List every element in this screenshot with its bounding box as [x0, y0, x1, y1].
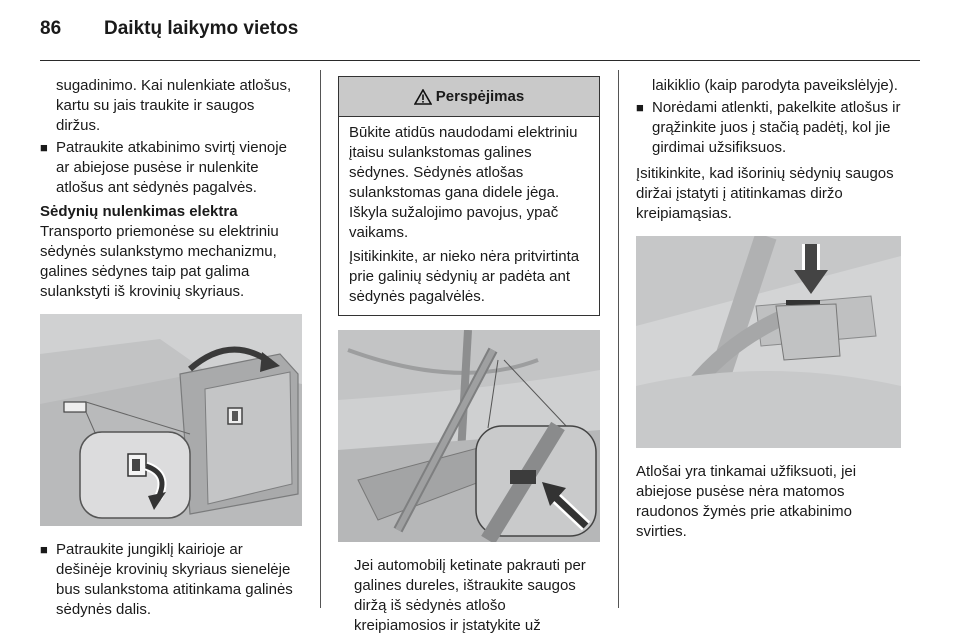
cargo-switch-drawing: [40, 314, 302, 526]
section-heading: Sėdynių nulenkimas elektra: [40, 203, 238, 220]
header-divider: [40, 60, 920, 61]
warning-body: [339, 117, 599, 315]
column-divider-1: [320, 70, 321, 608]
column-middle: [338, 76, 600, 636]
list-item-text: Patraukite atkabinimo svirtį vienoje ar abiejose pusėse ir nulenkite atlošus ant sėdynės pagalvės.: [56, 139, 287, 196]
illustration-belt-holder: [636, 236, 901, 448]
belt-holder-drawing: [636, 236, 901, 448]
bullet-icon: ■: [636, 100, 644, 115]
continuation-text: sugadinimo. Kai nulenkiate atlošus, kartu su jais traukite ir saugos diržus.: [56, 77, 292, 134]
continuation-text: laikiklio (kaip parodyta paveikslėlyje).: [652, 77, 898, 94]
bullet-icon: ■: [40, 140, 48, 155]
warning-paragraph: Būkite atidūs naudodami elektriniu įtaisu sulankstomas galines sėdynes. Sėdynės atlošas sulankstomas gana didele jėga. Iškyla sužalojimo pavojus, ypač vaikams.: [349, 124, 578, 241]
warning-box: [338, 76, 600, 316]
column-divider-2: [618, 70, 619, 608]
list-item: [40, 540, 302, 620]
belt-guide-drawing: [338, 330, 600, 542]
warning-title: Perspėjimas: [435, 87, 525, 105]
list-item: [40, 138, 302, 198]
paragraph: Įsitikinkite, kad išorinių sėdynių saugos diržai įstatyti į atitinkamas diržo kreipiamąsias.: [636, 165, 894, 222]
column-left: [40, 76, 302, 620]
illustration-cargo-switch: [40, 314, 302, 526]
warning-triangle-icon: [414, 89, 432, 105]
column-right: [636, 76, 901, 542]
warning-paragraph: Įsitikinkite, ar nieko nėra pritvirtinta prie galinių sėdynių ar padėta ant sėdynės pagalvėlės.: [349, 248, 580, 305]
warning-header: [339, 77, 599, 117]
bullet-icon: ■: [40, 542, 48, 557]
caption-text: Jei automobilį ketinate pakrauti per galines dureles, ištraukite saugos diržą iš sėdynės atlošo kreipiamosios ir įstatykite už: [354, 557, 586, 634]
paragraph: Transporto priemonėse su elektriniu sėdynės sulankstymo mechanizmu, galines sėdynes taip pat galima sulankstyti iš krovinių skyriaus.: [40, 223, 279, 300]
list-item-text: Patraukite jungiklį kairioje ar dešinėje krovinių skyriaus sienelėje bus sulankstoma atitinkama galinės sėdynės dalis.: [56, 541, 293, 618]
page-header: [40, 18, 298, 46]
caption-text: Atlošai yra tinkamai užfiksuoti, jei abiejose pusėse nėra matomos raudonos žymės prie atkabinimo svirties.: [636, 463, 857, 540]
list-item: [636, 98, 901, 158]
illustration-belt-guide: [338, 330, 600, 542]
page-title: Daiktų laikymo vietos: [104, 18, 299, 39]
list-item-text: Norėdami atlenkti, pakelkite atlošus ir grąžinkite juos į stačią padėtį, kol jie girdimai užsifiksuos.: [652, 99, 901, 156]
page-number: 86: [40, 18, 62, 39]
